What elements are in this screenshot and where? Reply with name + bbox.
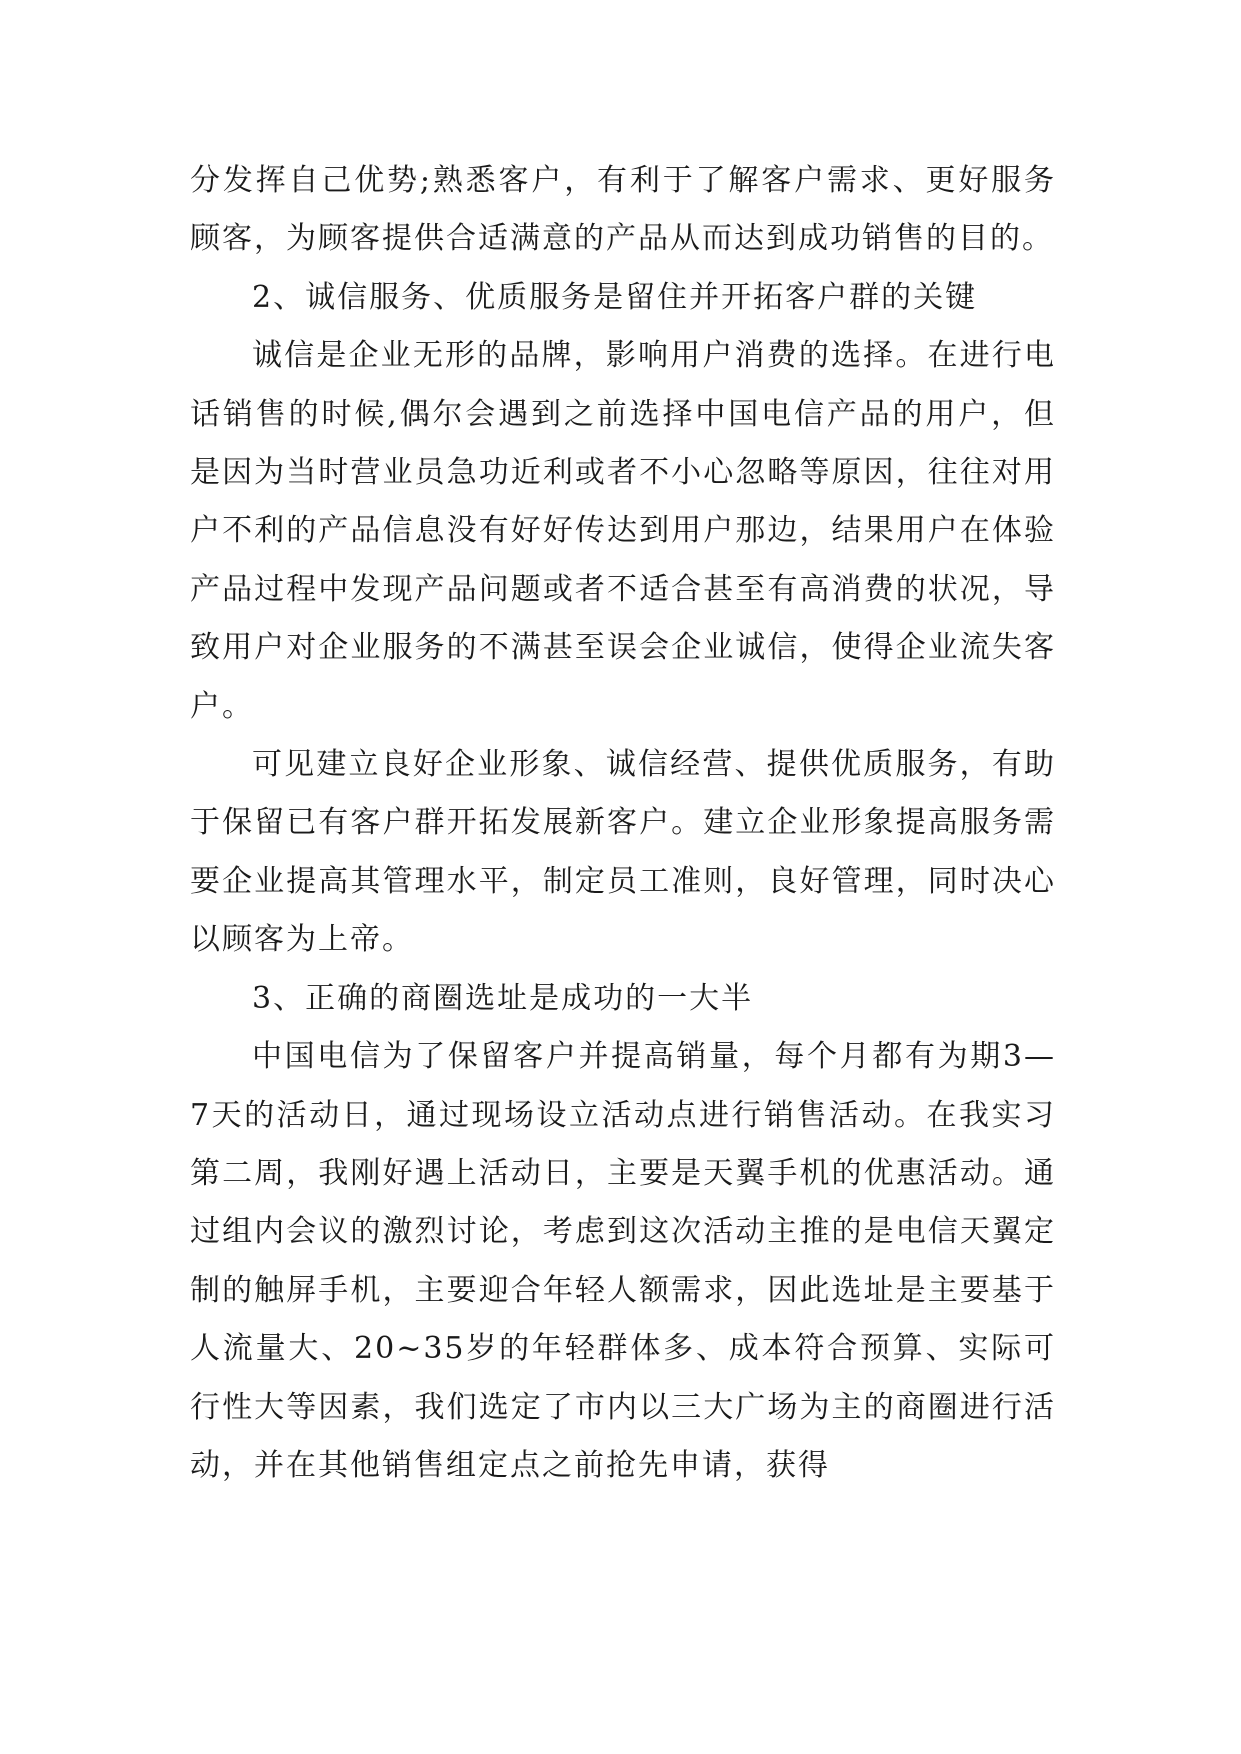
paragraph-continuation: 分发挥自己优势;熟悉客户，有利于了解客户需求、更好服务顾客，为顾客提供合适满意的产品从而达到成功销售的目的。	[190, 163, 1056, 257]
paragraph-integrity: 诚信是企业无形的品牌，影响用户消费的选择。在进行电话销售的时候,偶尔会遇到之前选择中国电信产品的用户，但是因为当时营业员急功近利或者不小心忽略等原因，往往对用户不利的产品信息没有好好传达到用户那边，结果用户在体验产品过程中发现产品问题或者不适合甚至有高消费的状况，导致用户对企业服务的不满甚至误会企业诚信，使得企业流失客户。	[190, 338, 1056, 724]
section-heading-3: 3、正确的商圈选址是成功的一大半	[252, 980, 754, 1016]
section-heading-2: 2、诚信服务、优质服务是留住并开拓客户群的关键	[252, 279, 978, 315]
paragraph-site-selection: 中国电信为了保留客户并提高销量，每个月都有为期3—7天的活动日，通过现场设立活动点进行销售活动。在我实习第二周，我刚好遇上活动日，主要是天翼手机的优惠活动。通过组内会议的激烈讨论，考虑到这次活动主推的是电信天翼定制的触屏手机，主要迎合年轻人额需求，因此选址是主要基于人流量大、20~35岁的年轻群体多、成本符合预算、实际可行性大等因素，我们选定了市内以三大广场为主的商圈进行活动，并在其他销售组定点之前抢先申请，获得	[190, 1039, 1056, 1483]
document-body	[190, 152, 1056, 1495]
paragraph-corporate-image: 可见建立良好企业形象、诚信经营、提供优质服务，有助于保留已有客户群开拓发展新客户。建立企业形象提高服务需要企业提高其管理水平，制定员工准则，良好管理，同时决心以顾客为上帝。	[190, 747, 1056, 958]
